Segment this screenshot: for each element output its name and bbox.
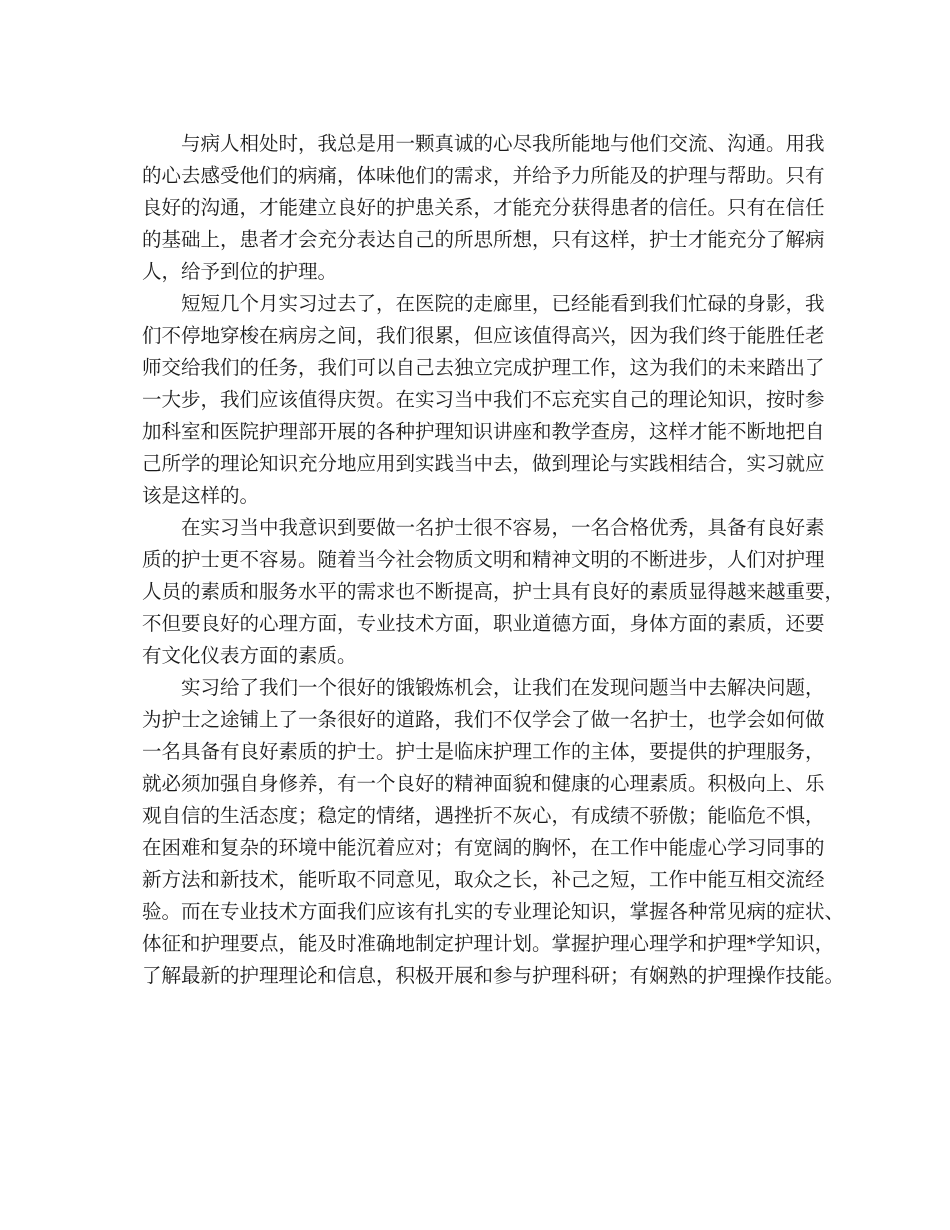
text-line: 了解最新的护理理论和信息，积极开展和参与护理科研；有娴熟的护理操作技能。 bbox=[142, 964, 845, 987]
text-line: 在实习当中我意识到要做一名护士很不容易，一名合格优秀，具备有良好素 bbox=[181, 516, 825, 539]
text-line: 该是这样的。 bbox=[142, 484, 260, 507]
text-line: 的心去感受他们的病痛，体味他们的需求，并给予力所能及的护理与帮助。只有 bbox=[142, 164, 825, 187]
text-line: 在困难和复杂的环境中能沉着应对；有宽阔的胸怀，在工作中能虚心学习同事的 bbox=[142, 836, 825, 859]
document-body bbox=[142, 128, 845, 992]
text-line: 质的护士更不容易。随着当今社会物质文明和精神文明的不断进步，人们对护理 bbox=[142, 548, 825, 571]
text-line: 良好的沟通，才能建立良好的护患关系，才能充分获得患者的信任。只有在信任 bbox=[142, 196, 825, 219]
text-line: 人，给予到位的护理。 bbox=[142, 260, 338, 283]
text-line: 师交给我们的任务，我们可以自己去独立完成护理工作，这为我们的未来踏出了 bbox=[142, 356, 825, 379]
text-line: 一大步，我们应该值得庆贺。在实习当中我们不忘充实自己的理论知识，按时参 bbox=[142, 388, 825, 411]
paragraph-1 bbox=[142, 128, 825, 288]
text-line: 为护士之途铺上了一条很好的道路，我们不仅学会了做一名护士，也学会如何做 bbox=[142, 708, 825, 731]
paragraph-4 bbox=[142, 672, 845, 992]
text-line: 就必须加强自身修养，有一个良好的精神面貌和健康的心理素质。积极向上、乐 bbox=[142, 772, 825, 795]
text-line: 实习给了我们一个很好的饿锻炼机会，让我们在发现问题当中去解决问题， bbox=[181, 676, 825, 699]
text-line: 加科室和医院护理部开展的各种护理知识讲座和教学查房，这样才能不断地把自 bbox=[142, 420, 825, 443]
paragraph-3 bbox=[142, 512, 845, 672]
text-line: 有文化仪表方面的素质。 bbox=[142, 644, 357, 667]
text-line: 一名具备有良好素质的护士。护士是临床护理工作的主体，要提供的护理服务， bbox=[142, 740, 825, 763]
text-line: 与病人相处时，我总是用一颗真诚的心尽我所能地与他们交流、沟通。用我 bbox=[181, 132, 825, 155]
text-line: 短短几个月实习过去了，在医院的走廊里，已经能看到我们忙碌的身影，我 bbox=[181, 292, 825, 315]
text-line: 新方法和新技术，能听取不同意见，取众之长，补己之短，工作中能互相交流经 bbox=[142, 868, 825, 891]
text-line: 们不停地穿梭在病房之间，我们很累，但应该值得高兴，因为我们终于能胜任老 bbox=[142, 324, 825, 347]
text-line: 体征和护理要点，能及时准确地制定护理计划。掌握护理心理学和护理*学知识， bbox=[142, 932, 835, 955]
text-line: 己所学的理论知识充分地应用到实践当中去，做到理论与实践相结合，实习就应 bbox=[142, 452, 825, 475]
text-line: 验。而在专业技术方面我们应该有扎实的专业理论知识，掌握各种常见病的症状、 bbox=[142, 900, 845, 923]
text-line: 观自信的生活态度；稳定的情绪，遇挫折不灰心，有成绩不骄傲；能临危不惧， bbox=[142, 804, 825, 827]
text-line: 人员的素质和服务水平的需求也不断提高，护士具有良好的素质显得越来越重要， bbox=[142, 580, 845, 603]
text-line: 的基础上，患者才会充分表达自己的所思所想，只有这样，护士才能充分了解病 bbox=[142, 228, 825, 251]
paragraph-2 bbox=[142, 288, 825, 512]
text-line: 不但要良好的心理方面，专业技术方面，职业道德方面，身体方面的素质，还要 bbox=[142, 612, 825, 635]
